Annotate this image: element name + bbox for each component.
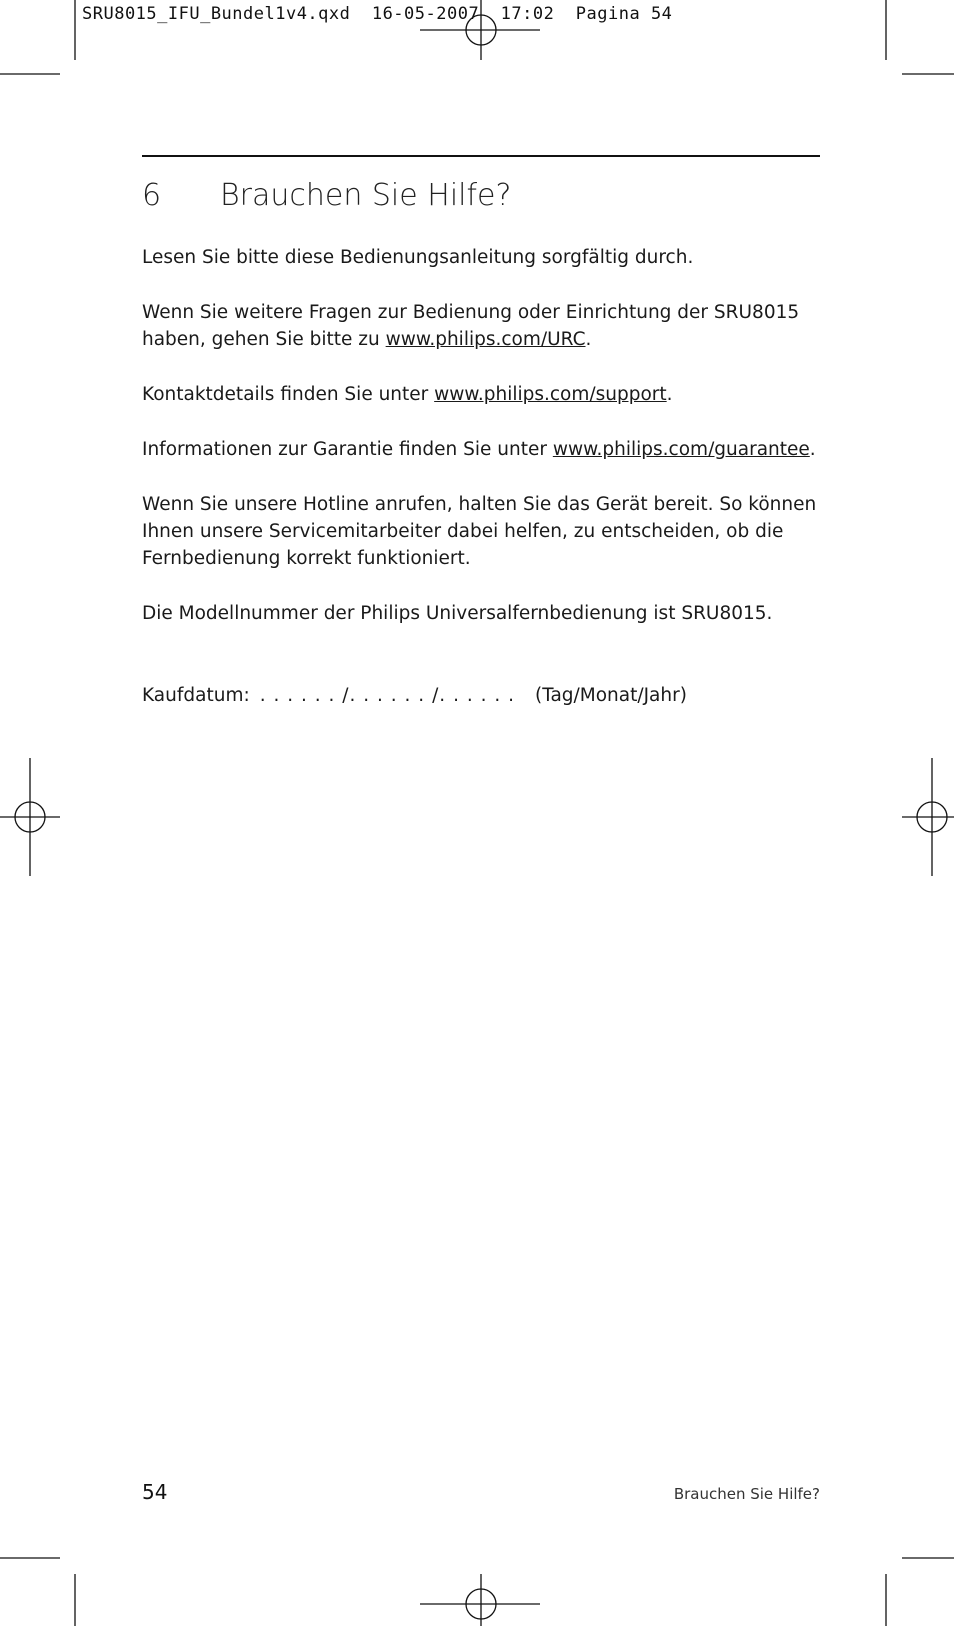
link-philips-urc[interactable]: www.philips.com/URC: [385, 329, 586, 350]
link-philips-support[interactable]: www.philips.com/support: [434, 384, 667, 405]
paragraph-support: [142, 381, 822, 408]
purchase-date-label: Kaufdatum:: [142, 685, 250, 706]
paragraph-support-text: Kontaktdetails finden Sie unter: [142, 384, 435, 405]
period: .: [666, 384, 673, 405]
chapter-number: 6: [142, 178, 162, 213]
running-head: Brauchen Sie Hilfe?: [673, 1485, 820, 1503]
header-rule: [142, 155, 820, 157]
paragraph-urc: [142, 299, 822, 353]
print-slug: SRU8015_IFU_Bundel1v4.qxd 16-05-2007 17:02 Pagina 54: [82, 4, 673, 24]
paragraph-urc-text: Wenn Sie weitere Fragen zur Bedienung oder Einrichtung der SRU8015 haben, gehen Sie bitte zu: [142, 302, 800, 350]
purchase-date-line: [142, 685, 687, 706]
paragraph-guarantee-text: Informationen zur Garantie finden Sie unter: [142, 439, 553, 460]
body-text: [142, 244, 822, 655]
paragraph-read-manual: Lesen Sie bitte diese Bedienungsanleitung sorgfältig durch.: [142, 247, 694, 268]
link-philips-guarantee[interactable]: www.philips.com/guarantee: [552, 439, 810, 460]
period: .: [585, 329, 592, 350]
chapter-title: Brauchen Sie Hilfe?: [220, 178, 512, 213]
purchase-date-blanks: . . . . . . /. . . . . . /. . . . . .: [259, 685, 515, 706]
purchase-date-format: (Tag/Monat/Jahr): [535, 685, 687, 706]
page-number: 54: [142, 1480, 168, 1504]
paragraph-guarantee: [142, 436, 822, 463]
period: .: [809, 439, 816, 460]
paragraph-hotline: Wenn Sie unsere Hotline anrufen, halten Sie das Gerät bereit. So können Ihnen unsere Servicemitarbeiter dabei helfen, zu entscheiden, ob die Fernbedienung korrekt funktioniert.: [142, 494, 817, 569]
paragraph-model-number: Die Modellnummer der Philips Universalfernbedienung ist SRU8015.: [142, 603, 773, 624]
